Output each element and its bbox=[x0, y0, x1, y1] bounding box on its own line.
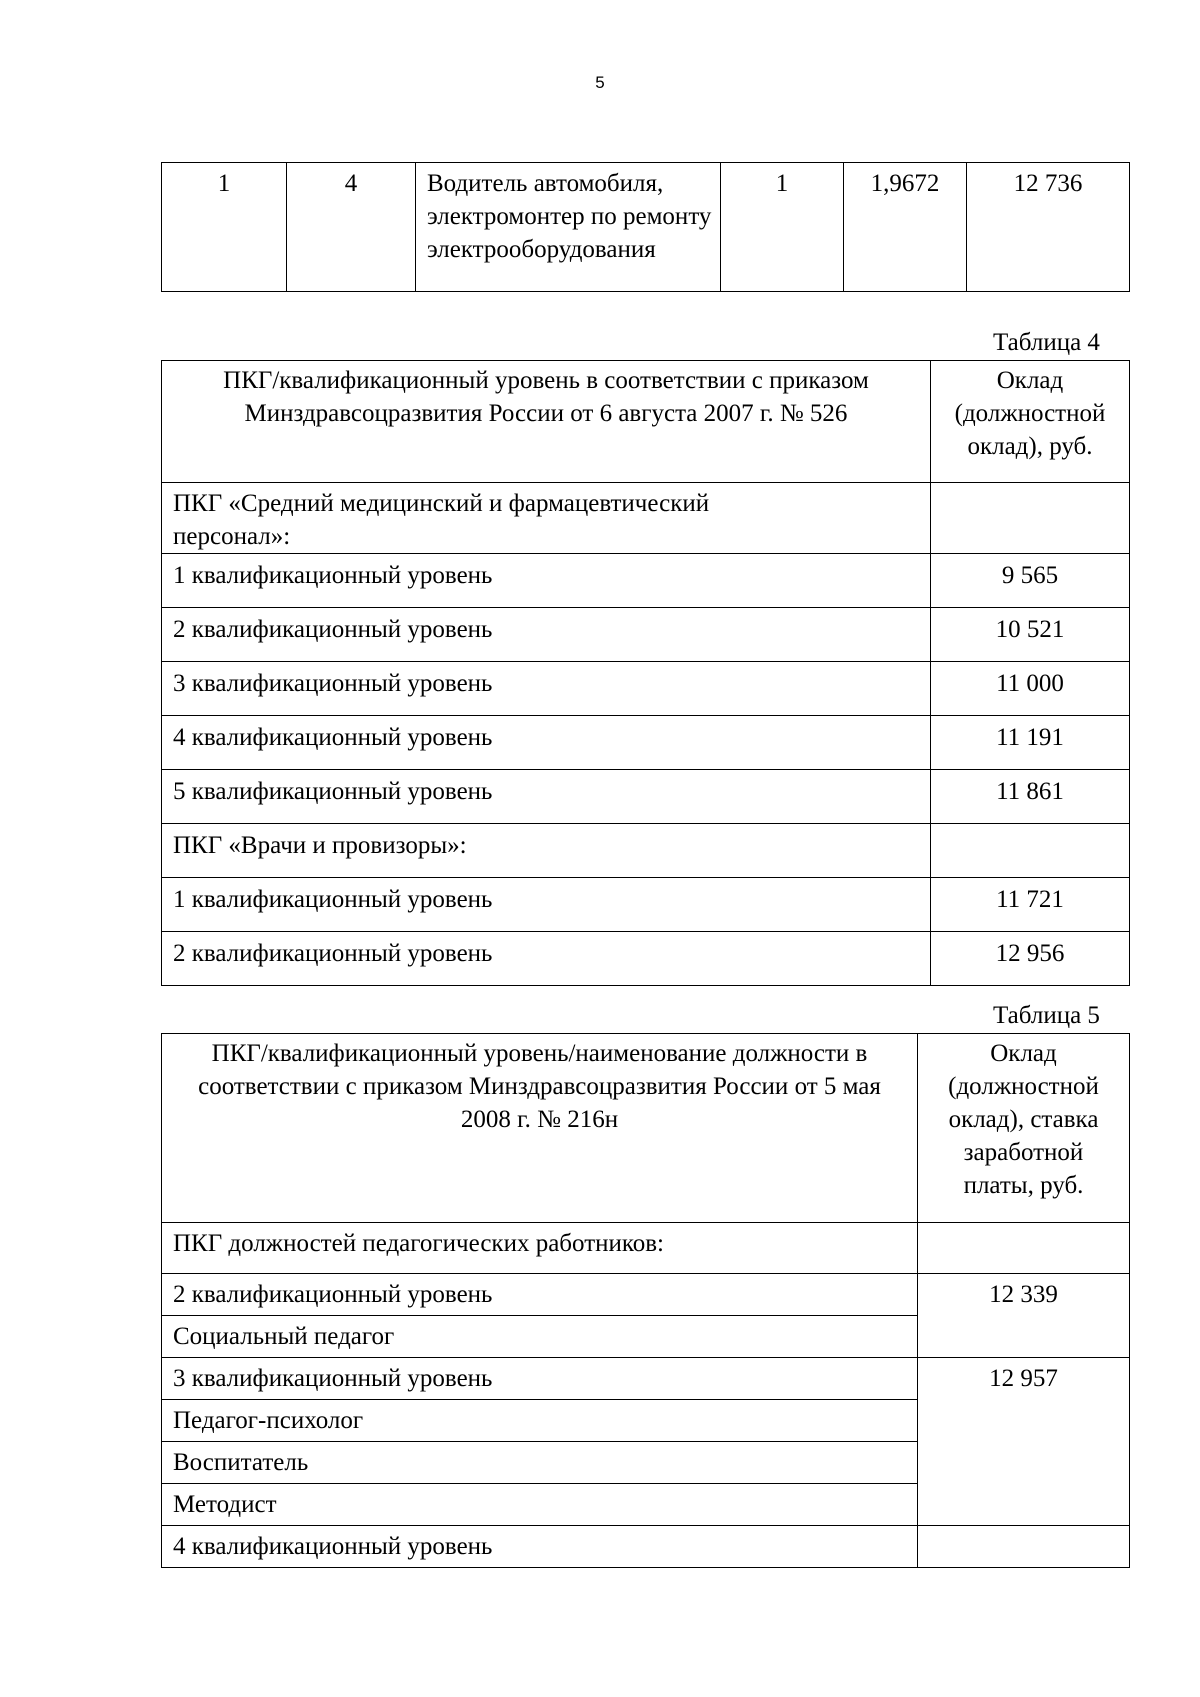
row-label: 1 квалификационный уровень bbox=[162, 554, 931, 608]
page-number: 5 bbox=[595, 73, 605, 92]
row-label: ПКГ должностей педагогических работников: bbox=[162, 1223, 918, 1274]
row-label: 2 квалификационный уровень bbox=[162, 1274, 918, 1316]
table-row bbox=[162, 1358, 1130, 1400]
table-row bbox=[162, 483, 1130, 554]
row-label: 4 квалификационный уровень bbox=[162, 716, 931, 770]
table-row bbox=[162, 770, 1130, 824]
header-cell-salary: Оклад (должностной оклад), руб. bbox=[931, 361, 1130, 483]
table-row bbox=[162, 662, 1130, 716]
table-5-caption: Таблица 5 bbox=[993, 1002, 1100, 1029]
table-row bbox=[162, 163, 1130, 292]
header-cell-position: ПКГ/квалификационный уровень/наименование должности в соответствии с приказом Минздравсоцразвития России от 5 мая 2008 г. № 216н bbox=[162, 1034, 918, 1223]
table-cell: 4 bbox=[287, 163, 416, 292]
header-cell-level: ПКГ/квалификационный уровень в соответствии с приказом Минздравсоцразвития России от 6 августа 2007 г. № 526 bbox=[162, 361, 931, 483]
row-value: 12 956 bbox=[931, 932, 1130, 986]
row-label: Методист bbox=[162, 1484, 918, 1526]
table-cell: 1,9672 bbox=[844, 163, 967, 292]
row-value: 12 339 bbox=[918, 1274, 1130, 1358]
table-cell: 1 bbox=[721, 163, 844, 292]
table-row bbox=[162, 878, 1130, 932]
table-row bbox=[162, 554, 1130, 608]
row-value: 11 861 bbox=[931, 770, 1130, 824]
table-row bbox=[162, 824, 1130, 878]
table-header-row bbox=[162, 361, 1130, 483]
row-value: 9 565 bbox=[931, 554, 1130, 608]
row-label: ПКГ «Врачи и провизоры»: bbox=[162, 824, 931, 878]
table-4-caption: Таблица 4 bbox=[993, 329, 1100, 356]
row-label: 1 квалификационный уровень bbox=[162, 878, 931, 932]
row-value: 11 191 bbox=[931, 716, 1130, 770]
table-4 bbox=[161, 360, 1130, 986]
table-cell: Водитель автомобиля, электромонтер по ремонту электрооборудования bbox=[416, 163, 721, 292]
row-label: Педагог-психолог bbox=[162, 1400, 918, 1442]
table-cell: 12 736 bbox=[967, 163, 1130, 292]
table-row bbox=[162, 608, 1130, 662]
row-label: 2 квалификационный уровень bbox=[162, 608, 931, 662]
table-row bbox=[162, 932, 1130, 986]
row-label: 5 квалификационный уровень bbox=[162, 770, 931, 824]
table-row bbox=[162, 1274, 1130, 1316]
table-cell: 1 bbox=[162, 163, 287, 292]
row-label: 3 квалификационный уровень bbox=[162, 1358, 918, 1400]
row-label: 4 квалификационный уровень bbox=[162, 1526, 918, 1568]
row-value: 11 721 bbox=[931, 878, 1130, 932]
row-label: Социальный педагог bbox=[162, 1316, 918, 1358]
table-row bbox=[162, 1223, 1130, 1274]
table-row bbox=[162, 716, 1130, 770]
row-value bbox=[931, 483, 1130, 554]
table-header-row bbox=[162, 1034, 1130, 1223]
table-3-continuation bbox=[161, 162, 1130, 292]
row-value bbox=[931, 824, 1130, 878]
row-value: 12 957 bbox=[918, 1358, 1130, 1526]
row-value bbox=[918, 1223, 1130, 1274]
row-label: 2 квалификационный уровень bbox=[162, 932, 931, 986]
table-row bbox=[162, 1526, 1130, 1568]
header-cell-salary: Оклад (должностной оклад), ставка заработной платы, руб. bbox=[918, 1034, 1130, 1223]
row-value: 11 000 bbox=[931, 662, 1130, 716]
row-value: 10 521 bbox=[931, 608, 1130, 662]
table-5 bbox=[161, 1033, 1130, 1568]
row-label: 3 квалификационный уровень bbox=[162, 662, 931, 716]
row-label: ПКГ «Средний медицинский и фармацевтический персонал»: bbox=[162, 483, 931, 554]
row-label: Воспитатель bbox=[162, 1442, 918, 1484]
row-value bbox=[918, 1526, 1130, 1568]
